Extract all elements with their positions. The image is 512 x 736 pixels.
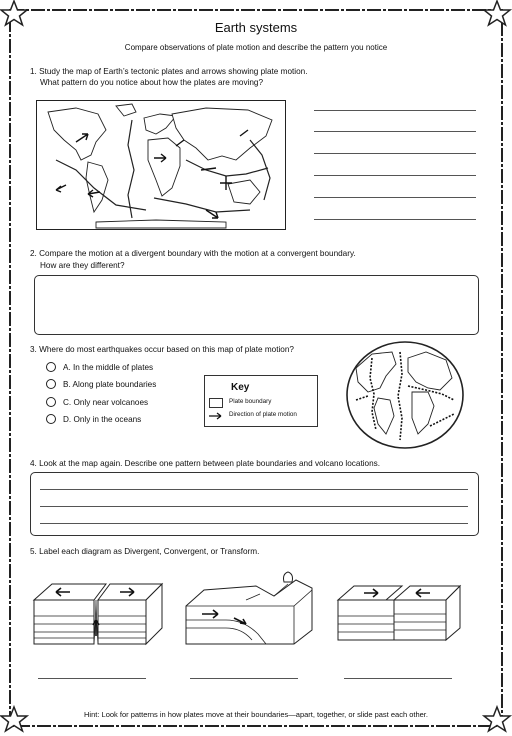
transform-boundary-diagram <box>338 584 468 660</box>
q1-answer-line-5[interactable] <box>314 197 476 198</box>
q1-line2: What pattern do you notice about how the plates are moving? <box>40 78 264 87</box>
option-c[interactable] <box>46 397 148 407</box>
convergent-boundary-diagram <box>186 574 316 660</box>
option-a-label: A. In the middle of plates <box>63 362 154 372</box>
q3-question: 3. Where do most earthquakes occur based on this map of plate motion? <box>30 345 294 354</box>
q4-answer-line-3[interactable] <box>40 523 468 524</box>
diagram-2-label-line[interactable] <box>190 678 298 679</box>
key-boundary-label: Plate boundary <box>229 398 272 405</box>
option-d[interactable] <box>46 414 141 424</box>
key-motion-label: Direction of plate motion <box>229 411 297 418</box>
q2-line1: 2. Compare the motion at a divergent boundary with the motion at a convergent boundary. <box>30 249 356 258</box>
key-title: Key <box>231 382 250 393</box>
q2-line2: How are they different? <box>40 261 125 270</box>
q5-question: 5. Label each diagram as Divergent, Convergent, or Transform. <box>30 547 260 556</box>
option-b[interactable] <box>46 379 156 389</box>
q4-answer-box[interactable] <box>30 472 479 536</box>
plate-boundary-swatch <box>209 398 223 408</box>
radio-button-d[interactable] <box>46 414 56 424</box>
divergent-boundary-diagram <box>34 580 164 660</box>
radio-button-c[interactable] <box>46 397 56 407</box>
map-key <box>204 375 318 427</box>
q4-question: 4. Look at the map again. Describe one pattern between plate boundaries and volcano locations. <box>30 459 381 468</box>
q1-answer-line-3[interactable] <box>314 153 476 154</box>
page-subtitle: Compare observations of plate motion and describe the pattern you notice <box>124 43 388 52</box>
option-d-label: D. Only in the oceans <box>63 414 142 424</box>
page-title: Earth systems <box>214 20 298 35</box>
q1-answer-line-6[interactable] <box>314 219 476 220</box>
q1-answer-line-4[interactable] <box>314 175 476 176</box>
radio-button-a[interactable] <box>46 362 56 372</box>
globe-plate-boundaries <box>342 338 468 452</box>
option-b-label: B. Along plate boundaries <box>63 379 157 389</box>
hint-text: Hint: Look for patterns in how plates move at their boundaries—apart, together, or slide past each other. <box>84 710 428 719</box>
q4-answer-line-1[interactable] <box>40 489 468 490</box>
radio-button-b[interactable] <box>46 379 56 389</box>
diagram-3-label-line[interactable] <box>344 678 452 679</box>
diagram-1-label-line[interactable] <box>38 678 146 679</box>
q1-line1: 1. Study the map of Earth’s tectonic plates and arrows showing plate motion. <box>30 67 308 76</box>
q1-answer-line-1[interactable] <box>314 110 476 111</box>
option-a[interactable] <box>46 362 153 372</box>
option-c-label: C. Only near volcanoes <box>63 397 149 407</box>
q4-answer-line-2[interactable] <box>40 506 468 507</box>
q1-answer-line-2[interactable] <box>314 131 476 132</box>
world-plate-map <box>36 100 286 230</box>
q2-answer-box[interactable] <box>34 275 479 335</box>
arrow-right-icon <box>209 412 223 420</box>
